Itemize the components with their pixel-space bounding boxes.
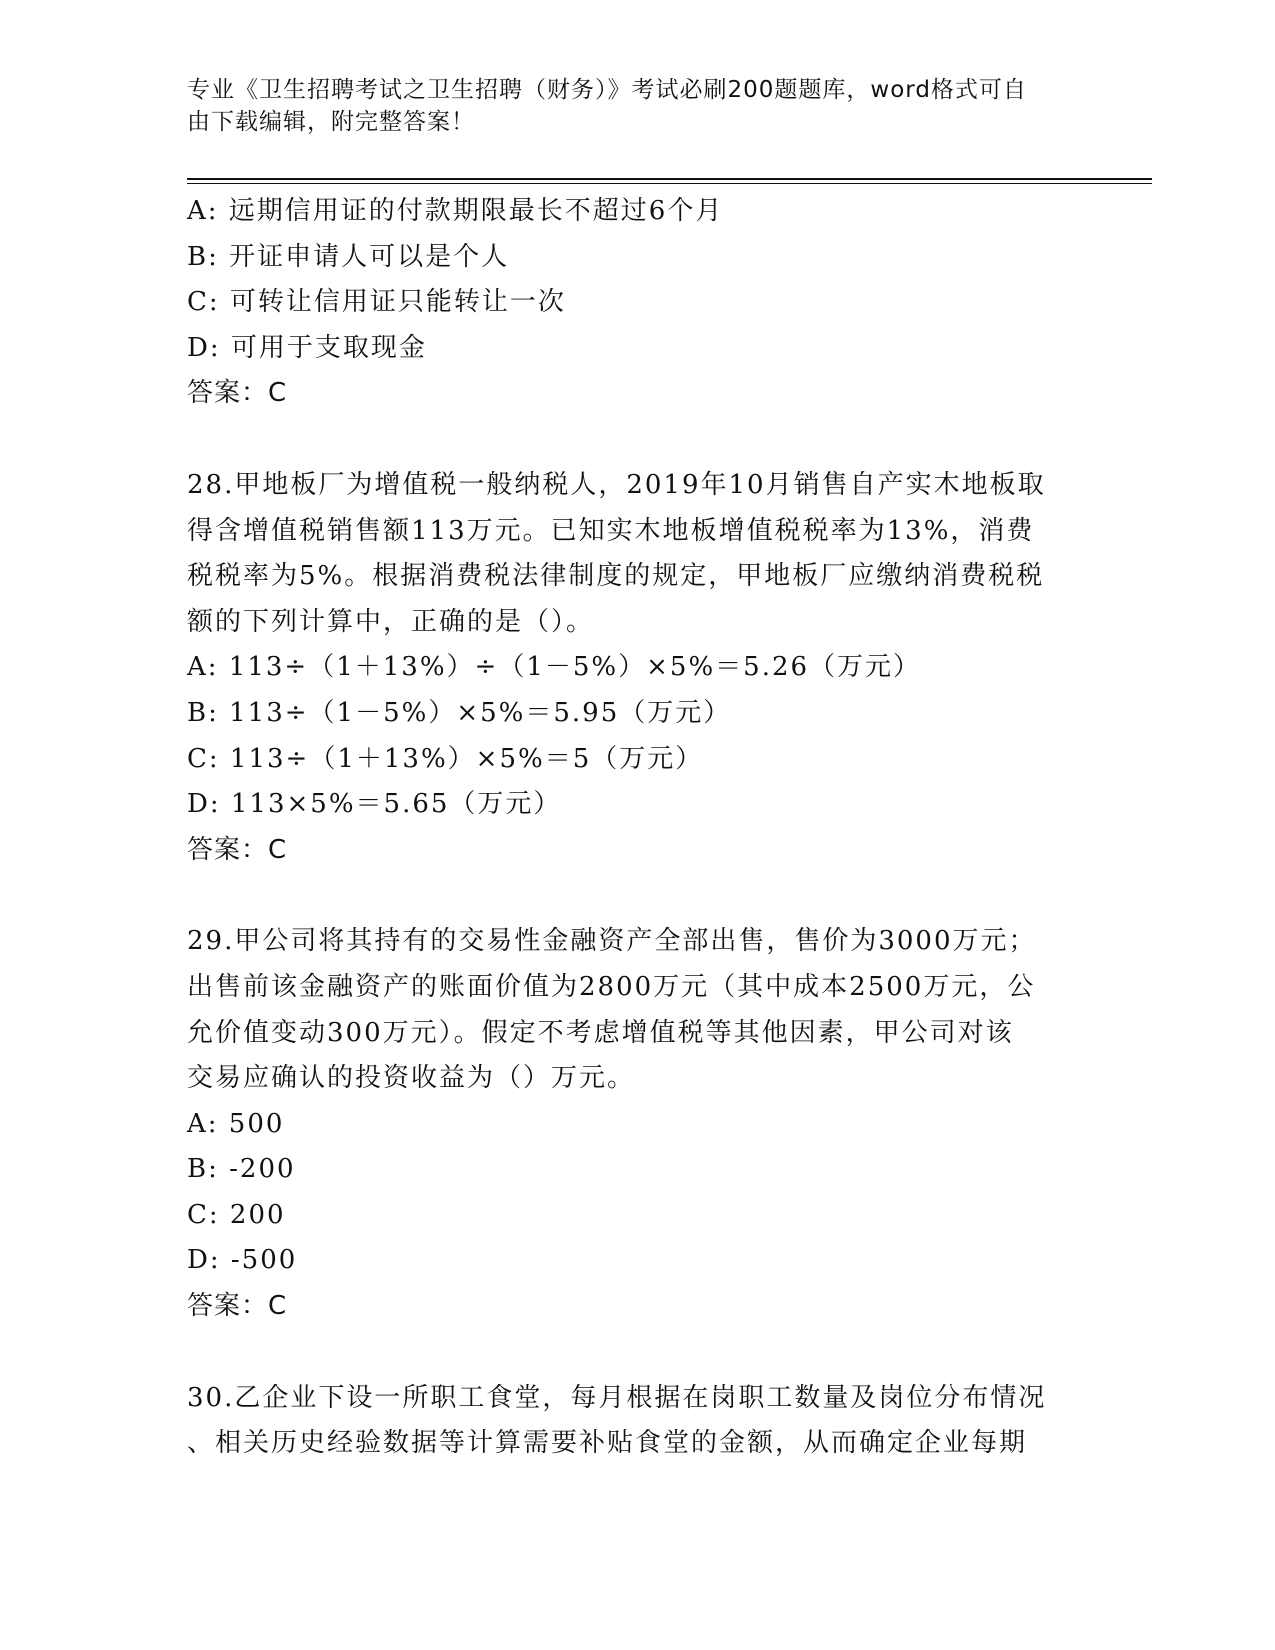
stem-line: 29.甲公司将其持有的交易性金融资产全部出售，售价为3000万元；: [187, 926, 1037, 957]
header-rule-thick: [187, 178, 1152, 180]
spacer: [187, 417, 1087, 463]
question-28-options: [187, 645, 1087, 827]
document-header: [187, 74, 1067, 138]
option-c: C: 可转让信用证只能转让一次: [187, 287, 566, 318]
stem-line: 28.甲地板厂为增值税一般纳税人，2019年10月销售自产实木地板取: [187, 469, 1046, 500]
option-b: B: 开证申请人可以是个人: [187, 241, 510, 272]
spacer: [187, 873, 1087, 919]
question-content: [187, 189, 1087, 1467]
question-29-options: [187, 1102, 1087, 1284]
option-d: D: 可用于支取现金: [187, 332, 427, 363]
spacer: [187, 1330, 1087, 1376]
header-line-1: 专业《卫生招聘考试之卫生招聘（财务）》考试必刷200题题库，word格式可自: [187, 77, 1027, 103]
option-c: C: 200: [187, 1199, 286, 1230]
stem-line: 出售前该金融资产的账面价值为2800万元（其中成本2500万元，公: [187, 971, 1036, 1002]
stem-line: 得含增值税销售额113万元。已知实木地板增值税税率为13%，消费: [187, 515, 1035, 546]
option-b: B: 113÷（1－5%）×5%＝5.95（万元）: [187, 697, 732, 728]
answer-28: 答案：C: [187, 834, 288, 865]
question-27-options: [187, 189, 1087, 371]
stem-line: 额的下列计算中，正确的是（）。: [187, 606, 595, 637]
option-a: A: 500: [187, 1108, 285, 1139]
option-c: C: 113÷（1＋13%）×5%＝5（万元）: [187, 743, 704, 774]
option-d: D: 113×5%＝5.65（万元）: [187, 789, 562, 820]
stem-line: 交易应确认的投资收益为（）万元。: [187, 1063, 636, 1094]
option-a: A: 113÷（1＋13%）÷（1－5%）×5%＝5.26（万元）: [187, 652, 922, 683]
question-28-stem: [187, 463, 1087, 645]
stem-line: 允价值变动300万元）。假定不考虑增值税等其他因素，甲公司对该: [187, 1017, 1014, 1048]
stem-line: 税税率为5%。根据消费税法律制度的规定，甲地板厂应缴纳消费税税: [187, 561, 1045, 592]
stem-line: 、相关历史经验数据等计算需要补贴食堂的金额，从而确定企业每期: [187, 1428, 1028, 1459]
option-d: D: -500: [187, 1245, 298, 1276]
option-a: A: 远期信用证的付款期限最长不超过6个月: [187, 196, 724, 226]
answer-27: 答案：C: [187, 378, 288, 409]
option-b: B: -200: [187, 1154, 296, 1185]
question-30-stem: [187, 1376, 1087, 1467]
header-line-2: 由下载编辑，附完整答案！: [187, 109, 475, 135]
header-rule-thin: [187, 183, 1152, 184]
question-29-stem: [187, 919, 1087, 1101]
answer-29: 答案：C: [187, 1291, 288, 1322]
stem-line: 30.乙企业下设一所职工食堂，每月根据在岗职工数量及岗位分布情况: [187, 1382, 1047, 1413]
